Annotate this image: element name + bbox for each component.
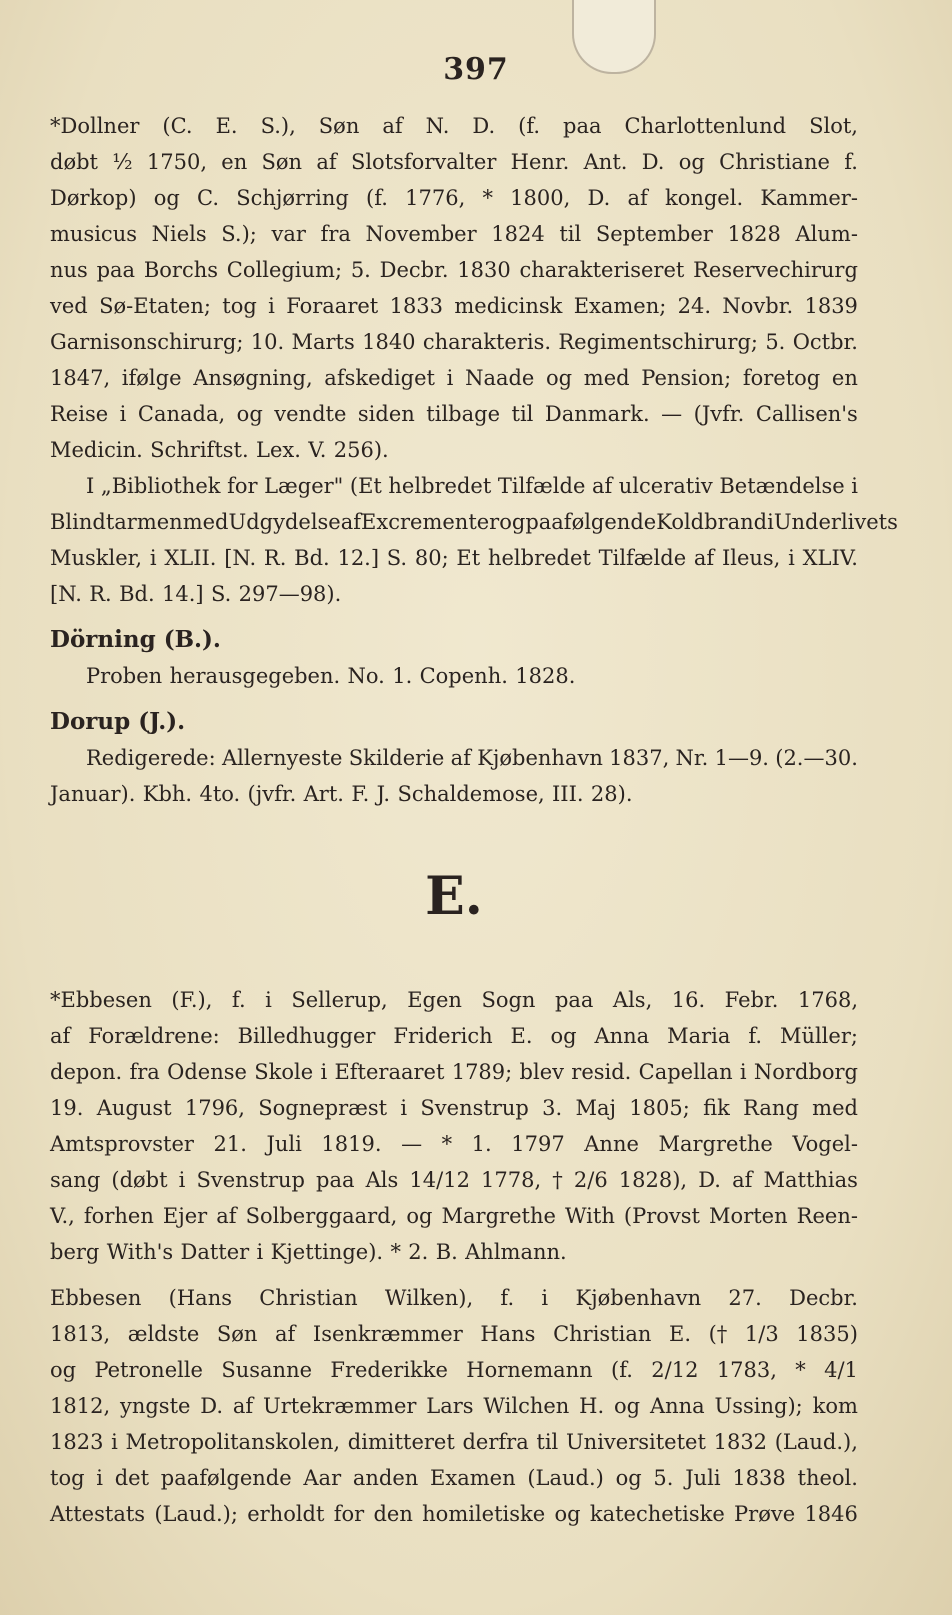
text-line: døbt ½ 1750, en Søn af Slotsforvalter Henr. Ant. D. og Christiane f. xyxy=(50,150,858,174)
text-line: Ebbesen (Hans Christian Wilken), f. i Kjøbenhavn 27. Decbr. xyxy=(50,1286,858,1310)
text-line: og Petronelle Susanne Frederikke Hornemann (f. 2/12 1783, * 4/1 xyxy=(50,1358,858,1382)
text-line: Muskler, i XLII. [N. R. Bd. 12.] S. 80; Et helbredet Tilfælde af Ileus, i XLIV. xyxy=(50,546,858,570)
text-line: 1847, ifølge Ansøgning, afskediget i Naade og med Pension; foretog en xyxy=(50,366,858,390)
text-line: af Forældrene: Billedhugger Friderich E. og Anna Maria f. Müller; xyxy=(50,1024,858,1048)
text-line: Blindtarmen med Udgydelse af Excrementer og paafølgende Koldbrand i Underlivets xyxy=(50,510,898,534)
text-line: nus paa Borchs Collegium; 5. Decbr. 1830 charakteriseret Reservechirurg xyxy=(50,258,858,282)
text-line: berg With's Datter i Kjettinge). * 2. B. Ahlmann. xyxy=(50,1240,567,1264)
text-line: tog i det paafølgende Aar anden Examen (Laud.) og 5. Juli 1838 theol. xyxy=(50,1466,858,1490)
text-line: 19. August 1796, Sognepræst i Svenstrup 3. Maj 1805; fik Rang med xyxy=(50,1096,858,1120)
text-line: Attestats (Laud.); erholdt for den homiletiske og katechetiske Prøve 1846 xyxy=(50,1502,858,1526)
text-line: 1813, ældste Søn af Isenkræmmer Hans Christian E. († 1/3 1835) xyxy=(50,1322,858,1346)
text-line: ved Sø-Etaten; tog i Foraaret 1833 medicinsk Examen; 24. Novbr. 1839 xyxy=(50,294,858,318)
text-line: *Dollner (C. E. S.), Søn af N. D. (f. paa Charlottenlund Slot, xyxy=(50,114,858,138)
text-line: Proben herausgegeben. No. 1. Copenh. 1828. xyxy=(86,664,576,688)
text-line: Reise i Canada, og vendte siden tilbage til Danmark. — (Jvfr. Callisen's xyxy=(50,402,858,426)
text-line: 1823 i Metropolitanskolen, dimitteret derfra til Universitetet 1832 (Laud.), xyxy=(50,1430,858,1454)
text-line: musicus Niels S.); var fra November 1824 til September 1828 Alum- xyxy=(50,222,858,246)
section-letter: E. xyxy=(425,866,483,927)
text-line: depon. fra Odense Skole i Efteraaret 1789; blev resid. Capellan i Nordborg xyxy=(50,1060,858,1084)
text-line: *Ebbesen (F.), f. i Sellerup, Egen Sogn paa Als, 16. Febr. 1768, xyxy=(50,988,858,1012)
text-line: sang (døbt i Svenstrup paa Als 14/12 1778, † 2/6 1828), D. af Matthias xyxy=(50,1168,858,1192)
text-line: 1812, yngste D. af Urtekræmmer Lars Wilchen H. og Anna Ussing); kom xyxy=(50,1394,858,1418)
text-line: [N. R. Bd. 14.] S. 297—98). xyxy=(50,582,342,606)
text-line: Redigerede: Allernyeste Skilderie af Kjøbenhavn 1837, Nr. 1—9. (2.—30. xyxy=(86,746,858,770)
text-line: I „Bibliothek for Læger" (Et helbredet Tilfælde af ulcerativ Betændelse i xyxy=(86,474,858,498)
text-line: Januar). Kbh. 4to. (jvfr. Art. F. J. Schaldemose, III. 28). xyxy=(50,782,633,806)
text-line: V., forhen Ejer af Solberggaard, og Margrethe With (Provst Morten Reen- xyxy=(50,1204,858,1228)
text-line: Amtsprovster 21. Juli 1819. — * 1. 1797 Anne Margrethe Vogel- xyxy=(50,1132,858,1156)
entry-heading: Dörning (B.). xyxy=(50,626,221,653)
page-number: 397 xyxy=(443,52,509,87)
text-line: Dørkop) og C. Schjørring (f. 1776, * 1800, D. af kongel. Kammer- xyxy=(50,186,858,210)
entry-heading: Dorup (J.). xyxy=(50,708,186,735)
text-line: Garnisonschirurg; 10. Marts 1840 charakteris. Regimentschirurg; 5. Octbr. xyxy=(50,330,858,354)
page-text xyxy=(50,108,898,1532)
text-line: Medicin. Schriftst. Lex. V. 256). xyxy=(50,438,389,462)
